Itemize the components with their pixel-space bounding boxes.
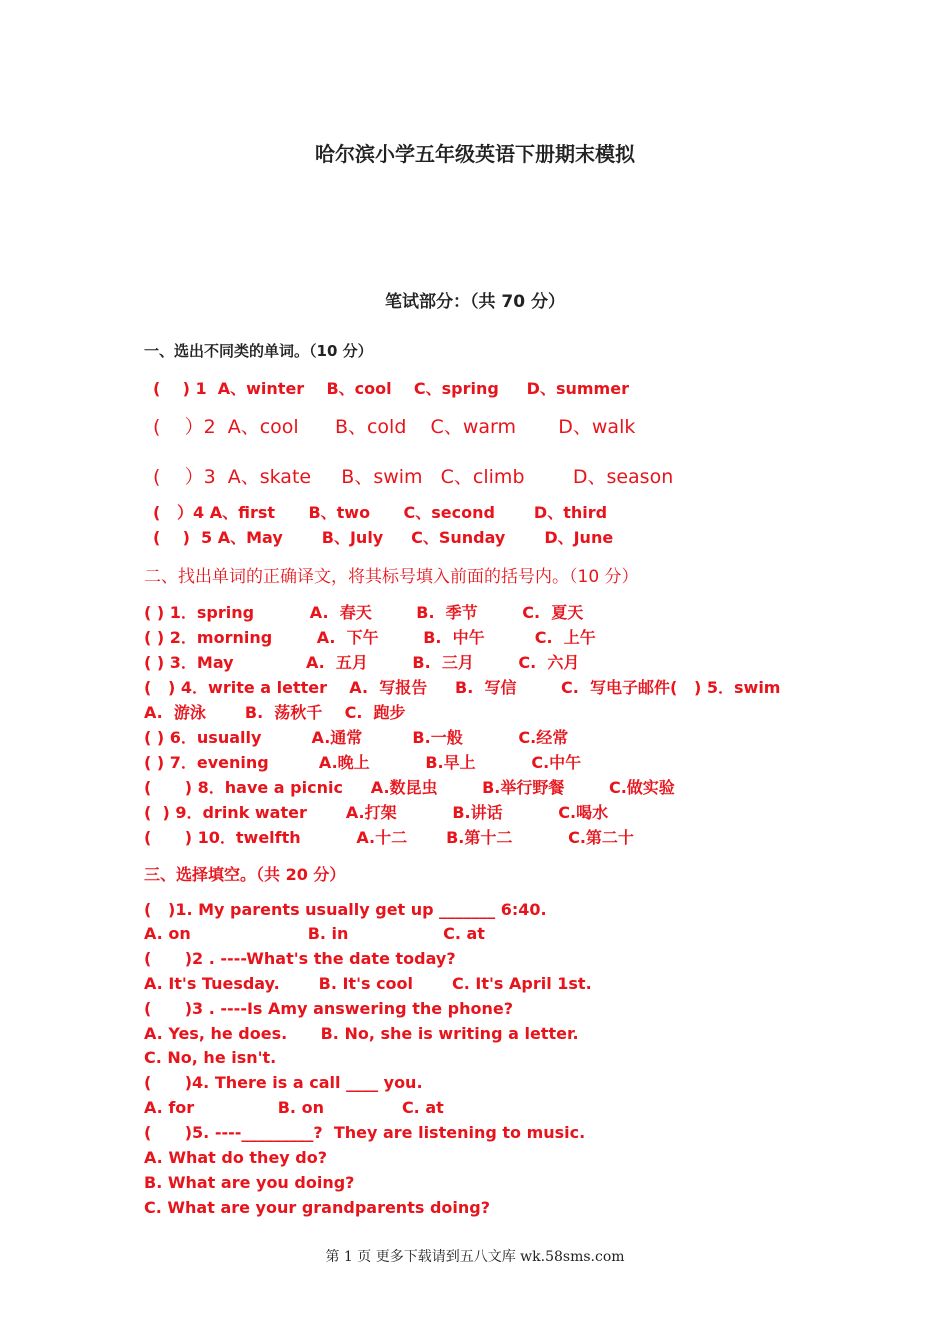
section3-line: ( )3 . ----Is Amy answering the phone?	[144, 999, 514, 1018]
section2-line: ( ) 9．drink water A.打架 B.讲话 C.喝水	[144, 803, 609, 822]
section2-line: ( ) 3．May A. 五月 B. 三月 C. 六月	[144, 653, 580, 672]
section1-heading: 一、选出不同类的单词。（10 分）	[144, 342, 373, 360]
section3-line: ( )2 . ----What's the date today?	[144, 949, 456, 968]
section2-line: ( ) 6．usually A.通常 B.一般 C.经常	[144, 728, 569, 747]
section2-line: ( ) 7．evening A.晚上 B.早上 C.中午	[144, 753, 582, 772]
section2-line: ( ) 2．morning A. 下午 B. 中午 C. 上午	[144, 628, 596, 647]
section-subtitle: 笔试部分：（共 70 分）	[385, 292, 565, 312]
section3-line: B. What are you doing?	[144, 1173, 355, 1192]
section1-line: ( ）4 A、first B、two C、second D、third	[153, 503, 608, 522]
section2-line: ( ) 1．spring A. 春天 B. 季节 C. 夏天	[144, 603, 584, 622]
section3-line: ( )4. There is a call ____ you.	[144, 1073, 423, 1092]
section1-line: ( ）3 A、skate B、swim C、climb D、season	[153, 466, 674, 488]
section3-line: ( )5. ----_________? They are listening to music.	[144, 1123, 586, 1142]
section2-line: ( ) 4．write a letter A. 写报告 B. 写信 C. 写电子邮件( ) 5．swim	[144, 678, 781, 697]
section2-heading: 二、找出单词的正确译文，将其标号填入前面的括号内。（10 分）	[144, 567, 639, 587]
section1-line: ( ）2 A、cool B、cold C、warm D、walk	[153, 416, 636, 438]
section3-line: A. Yes, he does. B. No, she is writing a letter.	[144, 1024, 579, 1043]
section3-line: ( )1. My parents usually get up _______ 6:40.	[144, 900, 547, 919]
section2-line: ( ) 8．have a picnic A.数昆虫 B.举行野餐 C.做实验	[144, 778, 675, 797]
section3-line: A. What do they do?	[144, 1148, 328, 1167]
section3-line: A. for B. on C. at	[144, 1098, 444, 1117]
section1-line: ( ) 5 A、May B、July C、Sunday D、June	[153, 528, 614, 547]
section3-line: A. on B. in C. at	[144, 924, 485, 943]
section3-line: C. What are your grandparents doing?	[144, 1198, 490, 1217]
section1-line: ( ) 1 A、winter B、cool C、spring D、summer	[153, 379, 629, 398]
page-footer: 第 1 页 更多下载请到五八文库 wk.58sms.com	[325, 1249, 625, 1265]
page-title: 哈尔滨小学五年级英语下册期末模拟	[315, 142, 635, 166]
section2-line: ( ) 10．twelfth A.十二 B.第十二 C.第二十	[144, 828, 634, 847]
section3-line: C. No, he isn't.	[144, 1048, 277, 1067]
section3-heading: 三、选择填空。（共 20 分）	[144, 865, 346, 884]
section2-line: A. 游泳 B. 荡秋千 C. 跑步	[144, 703, 406, 722]
section3-line: A. It's Tuesday. B. It's cool C. It's April 1st.	[144, 974, 592, 993]
